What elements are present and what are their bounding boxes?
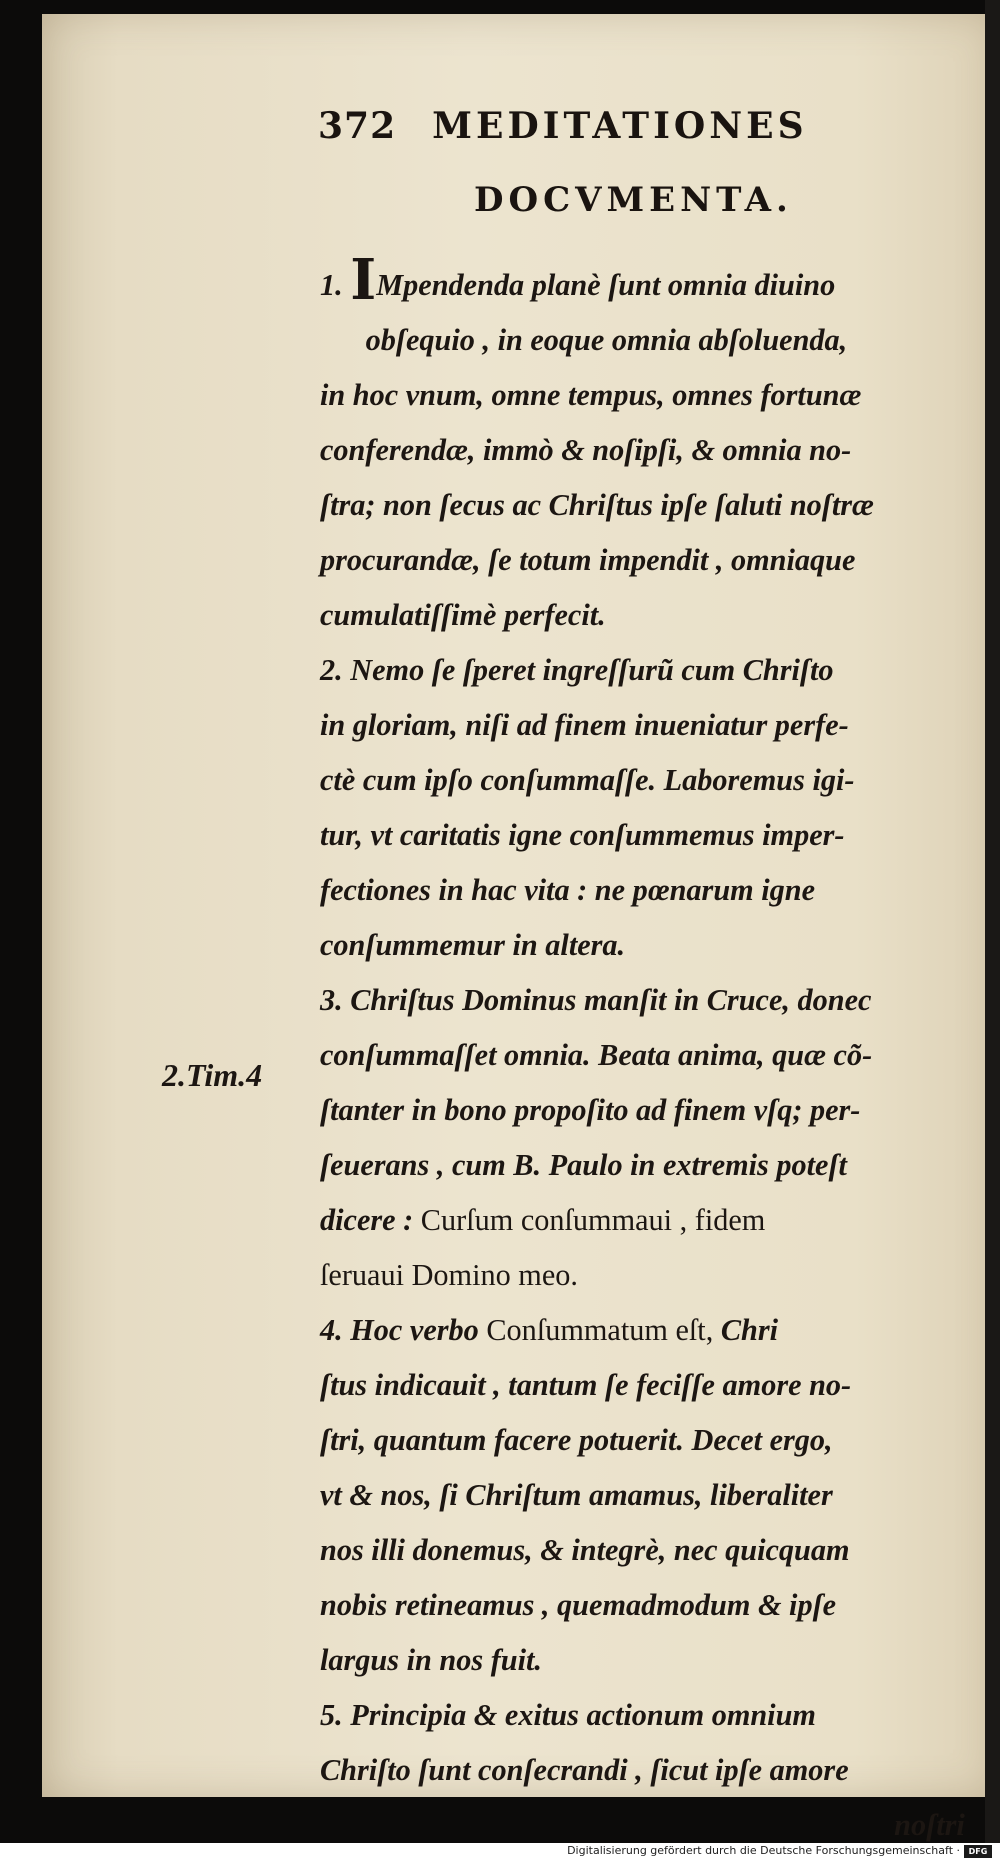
text-line: ſtus indicauit , tantum ſe feciſſe amore no-	[320, 1368, 852, 1402]
text-line: procurandæ, ſe totum impendit , omniaque	[320, 543, 856, 577]
roman-quote: Curſum conſummaui , fidem	[420, 1203, 766, 1237]
margin-reference: 2.Tim.4	[162, 1057, 263, 1093]
text-line: ſtanter in bono propoſito ad finem vſq; per-	[320, 1093, 861, 1127]
text-line: obſequio , in eoque omnia abſoluenda,	[365, 323, 848, 357]
text-line: 3. Chriſtus Dominus manſit in Cruce, donec	[320, 983, 872, 1017]
text-line: ſtra; non ſecus ac Chriſtus ipſe ſaluti noſtræ	[320, 488, 874, 522]
roman-quote: Conſummatum eſt,	[486, 1313, 714, 1347]
dfg-logo-icon: DFG	[964, 1845, 992, 1858]
page-number: 372	[318, 105, 397, 147]
item-number: 1.	[320, 268, 343, 302]
running-title: MEDITATIONES	[432, 105, 808, 147]
text-line: conſummaſſet omnia. Beata anima, quæ cõ-	[320, 1038, 873, 1072]
body-text	[320, 247, 980, 1853]
text-line: Chriſto ſunt conſecrandi , ſicut ipſe amore	[320, 1753, 849, 1787]
text-line: fectiones in hac vita : ne pœnarum igne	[320, 873, 816, 907]
text-line: 4. Hoc verbo Conſummatum eſt, Chri	[320, 1313, 779, 1347]
text-line: 5. Principia & exitus actionum omnium	[320, 1698, 816, 1732]
text-line: ctè cum ipſo conſummaſſe. Laboremus igi-	[320, 763, 855, 797]
catchword: noſtri	[894, 1808, 965, 1842]
running-header	[318, 105, 878, 147]
text-line: conferendæ, immò & noſipſi, & omnia no-	[320, 433, 852, 467]
text-line: ſeuerans , cum B. Paulo in extremis poteſt	[320, 1148, 847, 1182]
text-line: tur, vt caritatis igne conſummemus imper-	[320, 818, 845, 852]
text-line: 1. IMpendenda planè ſunt omnia diuino	[320, 247, 836, 313]
text-line: largus in nos fuit.	[320, 1643, 542, 1677]
section-heading: DOCVMENTA.	[474, 180, 793, 220]
footer-credit: Digitalisierung gefördert durch die Deutsche Forschungsgemeinschaft ·	[567, 1844, 960, 1857]
text-line: conſummemur in altera.	[320, 928, 626, 962]
text-line: in hoc vnum, omne tempus, omnes fortunæ	[320, 378, 862, 412]
text-line: ſeruaui Domino meo.	[320, 1258, 578, 1292]
text-line: vt & nos, ſi Chriſtum amamus, liberaliter	[320, 1478, 833, 1512]
text-line: nos illi donemus, & integrè, nec quicquam	[320, 1533, 850, 1567]
text-line: dicere : Curſum conſummaui , fidem	[320, 1203, 766, 1237]
text-line: 2. Nemo ſe ſperet ingreſſurũ cum Chriſto	[320, 653, 834, 687]
drop-initial: I	[350, 247, 377, 313]
text-line: cumulatiſſimè perfecit.	[320, 598, 606, 632]
text-line: in gloriam, niſi ad finem inueniatur perfe-	[320, 708, 849, 742]
text-line: ſtri, quantum facere potuerit. Decet ergo,	[320, 1423, 833, 1457]
text-line: nobis retineamus , quemadmodum & ipſe	[320, 1588, 837, 1622]
scan-edge	[985, 0, 1000, 1861]
